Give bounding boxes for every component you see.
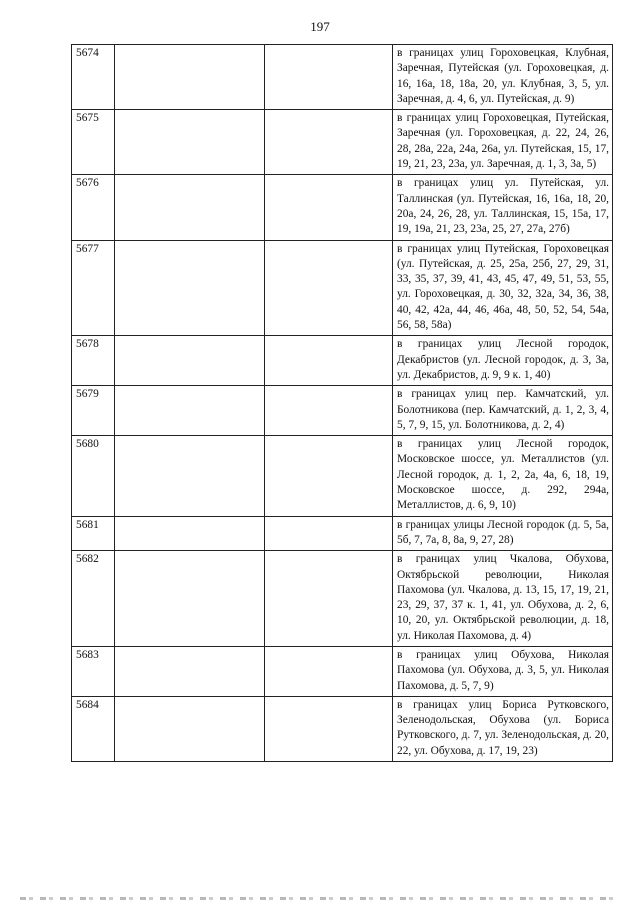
empty-cell	[265, 696, 393, 761]
scan-edge-artifact	[20, 897, 620, 900]
boundary-description-cell: в границах улиц ул. Путейская, ул. Таллинская (ул. Путейская, 16, 16а, 18, 20, 20а, 24, 26, 28, ул. Таллинская, 15, 15а, 17, 19, 19а, 21, 23, 23а, 25, 27, 27а, 27б)	[393, 175, 613, 240]
boundary-description-cell: в границах улиц пер. Камчатский, ул. Болотникова (пер. Камчатский, д. 1, 2, 3, 4, 5, 7, 9, 15, ул. Болотникова, д. 2, 4)	[393, 386, 613, 436]
empty-cell	[265, 336, 393, 386]
empty-cell	[115, 551, 265, 647]
empty-cell	[115, 45, 265, 110]
table-row	[72, 175, 613, 240]
row-number-cell: 5676	[72, 175, 115, 240]
table-row	[72, 516, 613, 551]
table-row	[72, 386, 613, 436]
boundary-description-cell: в границах улиц Обухова, Николая Пахомова (ул. Обухова, д. 3, 5, ул. Николая Пахомова, д. 5, 7, 9)	[393, 646, 613, 696]
empty-cell	[115, 696, 265, 761]
row-number-cell: 5677	[72, 240, 115, 336]
boundary-description-cell: в границах улиц Чкалова, Обухова, Октябрьской революции, Николая Пахомова (ул. Чкалова, д. 13, 15, 17, 19, 21, 23, 29, 37, 37 к. 1, 41, ул. Обухова, д. 2, 6, 10, 20, ул. Октябрьской революции, д. 18, ул. Николая Пахомова, д. 4)	[393, 551, 613, 647]
boundary-description-cell: в границах улиц Гороховецкая, Путейская, Заречная (ул. Гороховецкая, д. 22, 24, 26, 28, 28а, 22а, 24а, 26а, ул. Путейская, 15, 17, 19, 21, 23, 23а, ул. Заречная, д. 1, 3, 3а, 5)	[393, 110, 613, 175]
empty-cell	[265, 175, 393, 240]
empty-cell	[115, 516, 265, 551]
empty-cell	[265, 386, 393, 436]
row-number-cell: 5678	[72, 336, 115, 386]
row-number-cell: 5674	[72, 45, 115, 110]
empty-cell	[265, 110, 393, 175]
row-number-cell: 5679	[72, 386, 115, 436]
table-row	[72, 240, 613, 336]
row-number-cell: 5684	[72, 696, 115, 761]
empty-cell	[265, 646, 393, 696]
table-row	[72, 551, 613, 647]
page-number: 197	[310, 19, 330, 34]
table-row	[72, 336, 613, 386]
empty-cell	[115, 240, 265, 336]
empty-cell	[115, 386, 265, 436]
boundary-description-cell: в границах улиц Лесной городок, Московское шоссе, ул. Металлистов (ул. Лесной городок, д. 1, 2, 2а, 4а, 6, 18, 19, Московское шоссе, д. 292, 294а, Металлистов, д. 6, 9, 10)	[393, 436, 613, 516]
table-row	[72, 436, 613, 516]
empty-cell	[115, 336, 265, 386]
row-number-cell: 5680	[72, 436, 115, 516]
boundary-description-cell: в границах улиц Бориса Рутковского, Зеленодольская, Обухова (ул. Бориса Рутковского, д. 7, ул. Зеленодольская, д. 20, 22, ул. Обухова, д. 17, 19, 23)	[393, 696, 613, 761]
table-row	[72, 45, 613, 110]
empty-cell	[265, 240, 393, 336]
row-number-cell: 5683	[72, 646, 115, 696]
boundary-description-cell: в границах улиц Лесной городок, Декабристов (ул. Лесной городок, д. 3, 3а, ул. Декабристов, д. 9, 9 к. 1, 40)	[393, 336, 613, 386]
empty-cell	[265, 551, 393, 647]
boundary-description-cell: в границах улиц Гороховецкая, Клубная, Заречная, Путейская (ул. Гороховецкая, д. 16, 16а, 18, 18а, 20, ул. Клубная, 3, 5, ул. Заречная, д. 4, 6, ул. Путейская, д. 9)	[393, 45, 613, 110]
table-row	[72, 696, 613, 761]
registry-table	[71, 44, 613, 762]
empty-cell	[265, 516, 393, 551]
boundary-description-cell: в границах улицы Лесной городок (д. 5, 5а, 5б, 7, 7а, 8, 8а, 9, 27, 28)	[393, 516, 613, 551]
row-number-cell: 5681	[72, 516, 115, 551]
empty-cell	[115, 436, 265, 516]
empty-cell	[115, 646, 265, 696]
empty-cell	[115, 110, 265, 175]
row-number-cell: 5682	[72, 551, 115, 647]
row-number-cell: 5675	[72, 110, 115, 175]
boundary-description-cell: в границах улиц Путейская, Гороховецкая (ул. Путейская, д. 25, 25а, 25б, 27, 29, 31, 33, 35, 37, 39, 41, 43, 45, 47, 49, 51, 53, 55, ул. Гороховецкая, д. 30, 32, 32а, 34, 36, 38, 40, 42, 42а, 44, 46, 46а, 48, 50, 52, 54, 54а, 56, 58, 58а)	[393, 240, 613, 336]
empty-cell	[115, 175, 265, 240]
table-row	[72, 110, 613, 175]
empty-cell	[265, 45, 393, 110]
table-row	[72, 646, 613, 696]
registry-table-body	[72, 45, 613, 762]
empty-cell	[265, 436, 393, 516]
